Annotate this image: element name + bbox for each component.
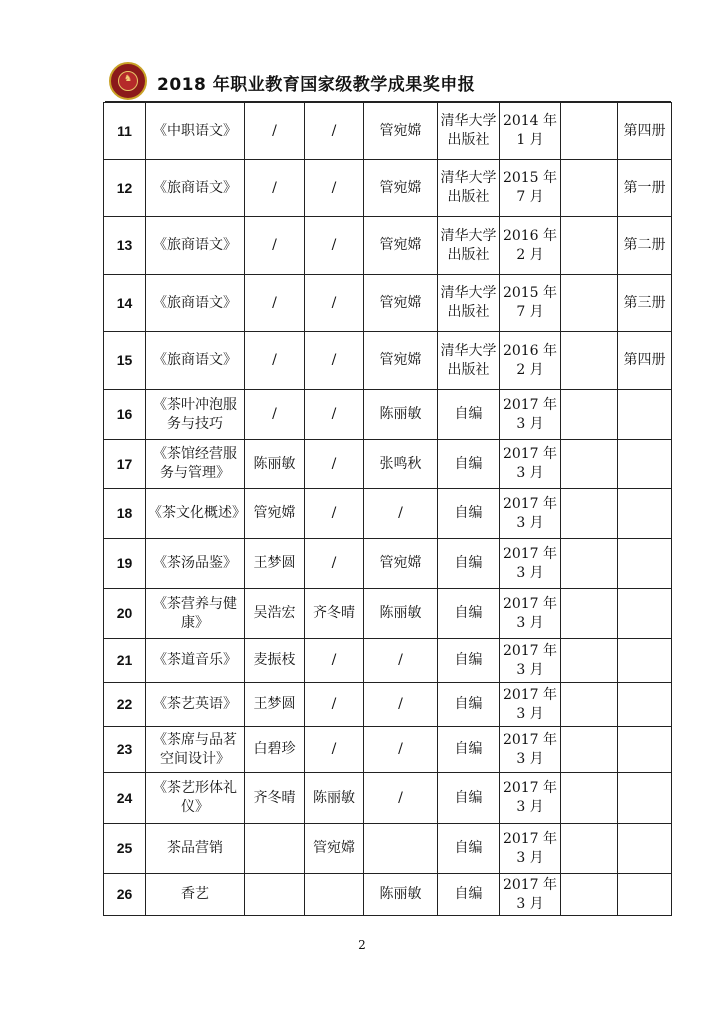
cell-c6: 自编	[438, 824, 500, 874]
cell-no: 15	[104, 332, 146, 390]
table-row	[104, 683, 672, 727]
cell-c4: /	[305, 639, 364, 683]
cell-c9	[618, 440, 672, 489]
table-row	[104, 103, 672, 160]
cell-no: 23	[104, 727, 146, 773]
cell-c5: 管宛嫦	[364, 275, 438, 332]
cell-c3: /	[245, 217, 305, 275]
cell-c6: 自编	[438, 440, 500, 489]
cell-c8	[561, 390, 618, 440]
cell-c6: 自编	[438, 727, 500, 773]
cell-no: 21	[104, 639, 146, 683]
cell-c3	[245, 874, 305, 916]
cell-c7: 2017 年 3 月	[500, 390, 561, 440]
cell-no: 17	[104, 440, 146, 489]
table-row	[104, 440, 672, 489]
cell-c6: 自编	[438, 390, 500, 440]
cell-c4: /	[305, 217, 364, 275]
cell-no: 11	[104, 103, 146, 160]
cell-c4: 管宛嫦	[305, 824, 364, 874]
cell-c5: /	[364, 683, 438, 727]
cell-c7: 2016 年 2 月	[500, 332, 561, 390]
cell-c8	[561, 160, 618, 217]
cell-c3: 白碧珍	[245, 727, 305, 773]
cell-c3: /	[245, 103, 305, 160]
cell-c9: 第四册	[618, 103, 672, 160]
cell-name: 茶品营销	[146, 824, 245, 874]
cell-c5: /	[364, 639, 438, 683]
cell-c9	[618, 390, 672, 440]
cell-no: 22	[104, 683, 146, 727]
cell-c9	[618, 683, 672, 727]
cell-name: 《茶叶冲泡服务与技巧	[146, 390, 245, 440]
cell-c8	[561, 874, 618, 916]
cell-name: 《茶文化概述》	[146, 489, 245, 539]
emblem-mark: ♞	[123, 74, 133, 84]
cell-name: 香艺	[146, 874, 245, 916]
cell-c4: 齐冬晴	[305, 589, 364, 639]
cell-c4: /	[305, 390, 364, 440]
cell-c5: /	[364, 727, 438, 773]
cell-c8	[561, 275, 618, 332]
cell-c7: 2016 年 2 月	[500, 217, 561, 275]
cell-c3: 管宛嫦	[245, 489, 305, 539]
cell-name: 《茶馆经营服务与管理》	[146, 440, 245, 489]
cell-c8	[561, 489, 618, 539]
cell-c3: 齐冬晴	[245, 773, 305, 824]
table-row	[104, 824, 672, 874]
cell-c4: /	[305, 683, 364, 727]
cell-c8	[561, 639, 618, 683]
table-row	[104, 539, 672, 589]
page-title: 2018 年职业教育国家级教学成果奖申报	[157, 75, 476, 95]
cell-no: 16	[104, 390, 146, 440]
cell-c5: 管宛嫦	[364, 103, 438, 160]
cell-name: 《茶营养与健康》	[146, 589, 245, 639]
cell-name: 《茶艺形体礼仪》	[146, 773, 245, 824]
cell-no: 20	[104, 589, 146, 639]
cell-c6: 自编	[438, 539, 500, 589]
cell-c8	[561, 103, 618, 160]
table-row	[104, 217, 672, 275]
cell-c6: 清华大学出版社	[438, 332, 500, 390]
cell-c7: 2015 年 7 月	[500, 275, 561, 332]
cell-c7: 2017 年 3 月	[500, 440, 561, 489]
cell-c4: /	[305, 539, 364, 589]
cell-c8	[561, 217, 618, 275]
cell-c8	[561, 683, 618, 727]
cell-c3: 王梦圆	[245, 539, 305, 589]
cell-c4: 陈丽敏	[305, 773, 364, 824]
cell-c7: 2017 年 3 月	[500, 874, 561, 916]
cell-c7: 2014 年 1 月	[500, 103, 561, 160]
cell-c7: 2017 年 3 月	[500, 539, 561, 589]
cell-c9	[618, 824, 672, 874]
table-row	[104, 489, 672, 539]
cell-c9: 第三册	[618, 275, 672, 332]
cell-c8	[561, 727, 618, 773]
cell-no: 19	[104, 539, 146, 589]
cell-c6: 自编	[438, 874, 500, 916]
cell-c3: /	[245, 332, 305, 390]
cell-c7: 2017 年 3 月	[500, 489, 561, 539]
cell-c8	[561, 773, 618, 824]
cell-c8	[561, 589, 618, 639]
cell-no: 18	[104, 489, 146, 539]
table-row	[104, 727, 672, 773]
cell-c5: 张鸣秋	[364, 440, 438, 489]
cell-c9: 第四册	[618, 332, 672, 390]
cell-c9	[618, 539, 672, 589]
cell-c5: 管宛嫦	[364, 217, 438, 275]
cell-c6: 自编	[438, 639, 500, 683]
cell-c8	[561, 440, 618, 489]
cell-c5: 陈丽敏	[364, 390, 438, 440]
cell-c4: /	[305, 103, 364, 160]
cell-c5: 管宛嫦	[364, 539, 438, 589]
cell-c8	[561, 539, 618, 589]
cell-name: 《旅商语文》	[146, 160, 245, 217]
cell-c4: /	[305, 727, 364, 773]
cell-no: 12	[104, 160, 146, 217]
cell-c3: 麦振枝	[245, 639, 305, 683]
cell-c6: 清华大学出版社	[438, 217, 500, 275]
cell-no: 13	[104, 217, 146, 275]
cell-c4: /	[305, 160, 364, 217]
table-row	[104, 639, 672, 683]
cell-c7: 2017 年 3 月	[500, 589, 561, 639]
cell-c9: 第二册	[618, 217, 672, 275]
cell-c7: 2017 年 3 月	[500, 773, 561, 824]
cell-c3	[245, 824, 305, 874]
cell-name: 《中职语文》	[146, 103, 245, 160]
cell-c3: 王梦圆	[245, 683, 305, 727]
table-row	[104, 874, 672, 916]
cell-c4: /	[305, 332, 364, 390]
cell-c7: 2017 年 3 月	[500, 639, 561, 683]
cell-name: 《旅商语文》	[146, 275, 245, 332]
cell-c4: /	[305, 440, 364, 489]
cell-no: 24	[104, 773, 146, 824]
page-number: 2	[358, 938, 366, 952]
cell-c9	[618, 589, 672, 639]
table-row	[104, 589, 672, 639]
cell-c9	[618, 489, 672, 539]
cell-c7: 2015 年 7 月	[500, 160, 561, 217]
cell-c3: /	[245, 160, 305, 217]
cell-c7: 2017 年 3 月	[500, 727, 561, 773]
cell-no: 26	[104, 874, 146, 916]
cell-c9	[618, 874, 672, 916]
cell-no: 25	[104, 824, 146, 874]
cell-c5: 管宛嫦	[364, 160, 438, 217]
cell-name: 《旅商语文》	[146, 217, 245, 275]
cell-c8	[561, 332, 618, 390]
cell-c6: 自编	[438, 489, 500, 539]
cell-c5	[364, 824, 438, 874]
cell-c5: 陈丽敏	[364, 874, 438, 916]
cell-name: 《茶席与品茗空间设计》	[146, 727, 245, 773]
table-row	[104, 390, 672, 440]
cell-c5: /	[364, 489, 438, 539]
cell-c3: /	[245, 275, 305, 332]
cell-c6: 自编	[438, 773, 500, 824]
cell-c6: 自编	[438, 683, 500, 727]
cell-c3: /	[245, 390, 305, 440]
table-row	[104, 275, 672, 332]
cell-c7: 2017 年 3 月	[500, 824, 561, 874]
cell-no: 14	[104, 275, 146, 332]
table-row	[104, 332, 672, 390]
cell-c4: /	[305, 275, 364, 332]
cell-c9	[618, 639, 672, 683]
cell-c5: /	[364, 773, 438, 824]
cell-name: 《茶汤品鉴》	[146, 539, 245, 589]
textbook-table	[103, 102, 672, 916]
cell-c3: 吴浩宏	[245, 589, 305, 639]
cell-c6: 清华大学出版社	[438, 160, 500, 217]
cell-c4	[305, 874, 364, 916]
table-row	[104, 773, 672, 824]
cell-c5: 管宛嫦	[364, 332, 438, 390]
school-emblem-icon	[109, 62, 147, 100]
cell-c9: 第一册	[618, 160, 672, 217]
cell-c9	[618, 727, 672, 773]
cell-c3: 陈丽敏	[245, 440, 305, 489]
cell-name: 《茶道音乐》	[146, 639, 245, 683]
cell-name: 《茶艺英语》	[146, 683, 245, 727]
cell-name: 《旅商语文》	[146, 332, 245, 390]
cell-c6: 清华大学出版社	[438, 275, 500, 332]
cell-c7: 2017 年 3 月	[500, 683, 561, 727]
cell-c5: 陈丽敏	[364, 589, 438, 639]
page-header	[105, 62, 675, 100]
cell-c6: 清华大学出版社	[438, 103, 500, 160]
cell-c9	[618, 773, 672, 824]
cell-c4: /	[305, 489, 364, 539]
cell-c8	[561, 824, 618, 874]
cell-c6: 自编	[438, 589, 500, 639]
table-row	[104, 160, 672, 217]
